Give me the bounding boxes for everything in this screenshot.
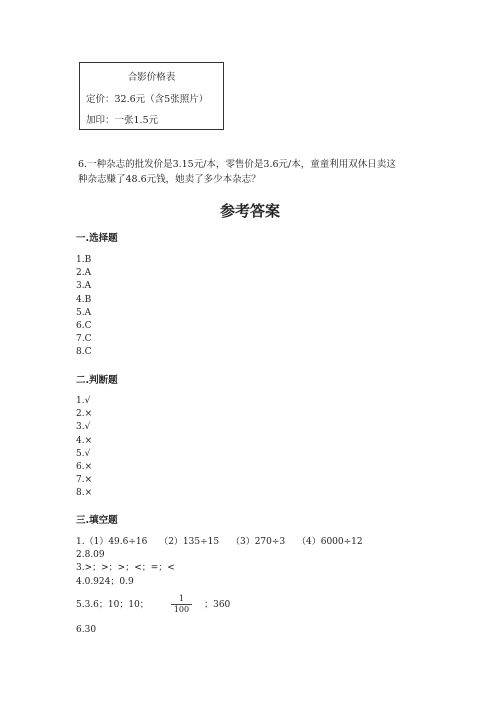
question-6-line1: 6.一种杂志的批发价是3.15元/本，零售价是3.6元/本，童童利用双休日卖这 xyxy=(78,159,396,170)
question-6-line2: 种杂志赚了48.6元钱，她卖了多少本杂志？ xyxy=(78,174,261,185)
list-item: 3.√ xyxy=(76,422,91,433)
price-line-extra: 加印：一张1.5元 xyxy=(86,115,159,126)
fill-answer-6: 6.30 xyxy=(76,625,97,635)
list-item: 5.A xyxy=(76,307,92,318)
list-item: 4.× xyxy=(76,435,93,446)
choice-answer-list xyxy=(76,254,91,360)
list-item: 4.B xyxy=(76,294,92,305)
judge-answer-list xyxy=(76,395,92,501)
fill-answer-list xyxy=(76,536,363,589)
section-heading-fill: 三.填空题 xyxy=(76,515,118,526)
price-table-box xyxy=(79,62,224,130)
fraction-denominator: 100 xyxy=(171,604,192,615)
list-item: 1.（1）49.6÷16 （2）135÷15 （3）270÷3 （4）6000÷12 xyxy=(76,537,363,547)
price-line-fixed: 定价：32.6元（含5张照片） xyxy=(86,94,209,105)
fraction-numerator: 1 xyxy=(178,594,184,603)
list-item: 2.A xyxy=(76,268,92,279)
list-item: 4.0.924；0.9 xyxy=(76,576,134,587)
list-item: 2.8.09 xyxy=(76,550,105,561)
fill-answer-5-prefix: 5.3.6；10；10； xyxy=(76,600,149,610)
list-item: 3.>；>；>；<；=；< xyxy=(76,563,175,574)
section-heading-choice: 一.选择题 xyxy=(76,233,118,244)
price-table-title: 合影价格表 xyxy=(127,72,176,83)
list-item: 7.C xyxy=(76,334,92,345)
list-item: 8.C xyxy=(76,347,92,358)
list-item: 7.× xyxy=(76,475,93,486)
answers-title: 参考答案 xyxy=(219,202,280,220)
list-item: 2.× xyxy=(76,409,93,420)
fill-answer-5-suffix: ；360 xyxy=(204,600,231,610)
list-item: 3.A xyxy=(76,281,92,292)
list-item: 1.√ xyxy=(76,396,91,406)
list-item: 5.√ xyxy=(76,448,91,459)
fraction xyxy=(171,594,192,615)
fill-answer-5 xyxy=(76,594,230,615)
list-item: 6.C xyxy=(76,321,92,332)
list-item: 1.B xyxy=(76,255,92,265)
question-6 xyxy=(78,157,428,187)
list-item: 6.× xyxy=(76,462,93,473)
list-item: 8.× xyxy=(76,488,93,499)
section-heading-judge: 二.判断题 xyxy=(76,375,118,386)
